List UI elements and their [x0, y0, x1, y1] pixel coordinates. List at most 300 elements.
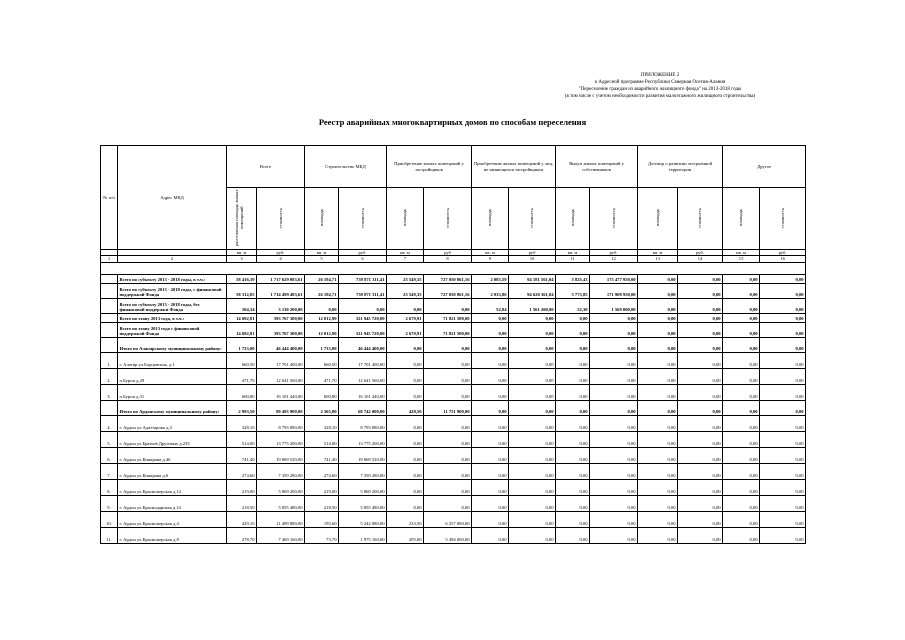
- cost-cell: 0,00: [760, 384, 806, 400]
- area-cell: 429,10: [227, 511, 257, 527]
- col-num-header: № п/п: [101, 146, 118, 250]
- area-cell: 2 993,50: [227, 400, 257, 415]
- cost-cell: 0,00: [424, 415, 472, 431]
- area-cell: 428,50: [387, 400, 424, 415]
- appendix-ref: к Адресной программе Республики Северная Осетия-Алания: [594, 80, 726, 85]
- cost-cell: 17 701 400,00: [339, 352, 387, 368]
- column-number-cell: 15: [723, 256, 760, 262]
- area-cell: 600,80: [227, 384, 257, 400]
- subheader-label: стоимость: [359, 207, 365, 229]
- subheader-label: площадь: [402, 209, 408, 227]
- cost-cell: 0,00: [760, 511, 806, 527]
- area-cell: 0,00: [387, 495, 424, 511]
- area-cell: 1 733,00: [305, 337, 339, 352]
- area-cell: 52,04: [472, 298, 509, 313]
- row-number: 6.: [101, 447, 118, 463]
- row-number: 7.: [101, 463, 118, 479]
- cost-cell: 0,00: [590, 479, 638, 495]
- area-cell: 2 085,59: [472, 274, 509, 283]
- area-cell: 12 012,90: [305, 313, 339, 322]
- area-cell: 26 194,71: [305, 283, 339, 298]
- subheader-label: расселяемая площадь жилых помещений: [233, 189, 244, 247]
- row-address: Всего по этапу 2013 года с финансовой поддержкой Фонда: [118, 322, 227, 337]
- area-cell: 0,00: [638, 274, 678, 283]
- area-cell: 514,00: [227, 431, 257, 447]
- area-cell: 0,00: [638, 415, 678, 431]
- area-cell: 58 312,05: [227, 283, 257, 298]
- row-number: [101, 313, 118, 322]
- cost-cell: 0,00: [760, 313, 806, 322]
- area-cell: 0,00: [638, 479, 678, 495]
- area-cell: 0,00: [638, 463, 678, 479]
- area-cell: 0,00: [556, 322, 590, 337]
- row-number: [101, 322, 118, 337]
- area-cell: 218,50: [227, 495, 257, 511]
- row-address: Всего по субъекту 2013 - 2018 годы, с финансовой поддержкой Фонда: [118, 283, 227, 298]
- column-number-cell: 10: [509, 256, 556, 262]
- area-cell: 0,00: [723, 463, 760, 479]
- cost-cell: 46 444 400,00: [257, 337, 305, 352]
- document-title: Реестр аварийных многоквартирных домов по способам переселения: [318, 117, 587, 127]
- area-cell: 0,00: [556, 479, 590, 495]
- cost-cell: 0,00: [590, 352, 638, 368]
- area-cell: 0,00: [638, 511, 678, 527]
- cost-cell: 0,00: [760, 447, 806, 463]
- row-address: п.Бурон д.29: [118, 368, 227, 384]
- unit-cell: руб: [424, 250, 472, 256]
- area-cell: 0,00: [556, 337, 590, 352]
- cost-cell: 1 975 160,00: [339, 527, 387, 543]
- area-cell: 218,50: [305, 495, 339, 511]
- cost-cell: 0,00: [678, 415, 723, 431]
- cost-cell: 0,00: [760, 495, 806, 511]
- area-cell: 2 679,91: [387, 313, 424, 322]
- cost-cell: 7 359 280,00: [339, 463, 387, 479]
- area-cell: 0,00: [723, 527, 760, 543]
- column-number-cell: 1: [101, 256, 118, 262]
- cost-cell: 0,00: [678, 283, 723, 298]
- table-row: [101, 283, 806, 298]
- area-cell: 471,70: [227, 368, 257, 384]
- cost-cell: 0,00: [509, 527, 556, 543]
- area-cell: 0,00: [556, 384, 590, 400]
- cost-cell: 0,00: [760, 527, 806, 543]
- row-number: [101, 298, 118, 313]
- area-cell: 219,00: [305, 479, 339, 495]
- row-address: г. Ардон ул.Краснодарская д.14: [118, 495, 227, 511]
- area-cell: 660,50: [305, 352, 339, 368]
- column-number-cell: 2: [118, 256, 227, 262]
- area-cell: 0,00: [472, 368, 509, 384]
- cost-cell: 0,00: [424, 479, 472, 495]
- area-cell: 274,60: [305, 463, 339, 479]
- area-cell: 0,00: [638, 447, 678, 463]
- cost-cell: 0,00: [760, 322, 806, 337]
- subheader-area: [305, 188, 339, 250]
- cost-cell: 12 641 560,00: [257, 368, 305, 384]
- cost-cell: 0,00: [678, 274, 723, 283]
- row-number: 5.: [101, 431, 118, 447]
- cost-cell: 0,00: [509, 337, 556, 352]
- cost-cell: 0,00: [424, 447, 472, 463]
- cost-cell: 0,00: [339, 298, 387, 313]
- subheader-cost: [678, 188, 723, 250]
- cost-cell: 11 751 900,00: [424, 400, 472, 415]
- cost-cell: 0,00: [590, 511, 638, 527]
- cost-cell: 739 871 311,41: [339, 283, 387, 298]
- column-number-cell: 6: [339, 256, 387, 262]
- unit-cell: руб.: [760, 250, 806, 256]
- column-number-cell: 12: [590, 256, 638, 262]
- row-address: г. Ардон ул.Комарова д.6: [118, 463, 227, 479]
- table-row: [101, 431, 806, 447]
- group-header-buyout: Выкуп жилых помещений у собственников: [556, 146, 638, 188]
- cost-cell: 0,00: [509, 447, 556, 463]
- unit-cell: руб.: [257, 250, 305, 256]
- cost-cell: 0,00: [678, 384, 723, 400]
- cost-cell: 68 742 000,00: [339, 400, 387, 415]
- cost-cell: 16 101 440,00: [257, 384, 305, 400]
- row-address: г. Ардон ул.Адаттарова д.3: [118, 415, 227, 431]
- subheader-label: площадь: [569, 209, 575, 227]
- document-header: [500, 72, 820, 100]
- column-number-cell: 4: [257, 256, 305, 262]
- program-note: (в том числе с учетом необходимости развития малоэтажного жилищного строительства): [564, 94, 756, 99]
- row-number: [101, 283, 118, 298]
- column-number-cell: 5: [305, 256, 339, 262]
- unit-cell: кв. м: [227, 250, 257, 256]
- group-header-other: Другое: [723, 146, 806, 188]
- subheader-total-area: [227, 188, 257, 250]
- cost-cell: 7 469 160,00: [257, 527, 305, 543]
- subheader-label: стоимость: [779, 207, 785, 229]
- cost-cell: 94 620 361,04: [509, 283, 556, 298]
- area-cell: 0,00: [638, 400, 678, 415]
- row-address: г. Ардон ул.Красноперская д.12: [118, 479, 227, 495]
- area-cell: 0,00: [638, 368, 678, 384]
- row-number: 1.: [101, 352, 118, 368]
- column-number-cell: 8: [424, 256, 472, 262]
- cost-cell: 0,00: [590, 384, 638, 400]
- subheader-cost: [760, 188, 806, 250]
- cost-cell: 0,00: [760, 337, 806, 352]
- cost-cell: 0,00: [509, 463, 556, 479]
- area-cell: 0,00: [723, 283, 760, 298]
- column-number-cell: 9: [472, 256, 509, 262]
- subheader-area: [387, 188, 424, 250]
- cost-cell: 1 714 499 483,61: [257, 283, 305, 298]
- row-number: [101, 337, 118, 352]
- cost-cell: 0,00: [678, 313, 723, 322]
- cost-cell: 1 561 200,00: [509, 298, 556, 313]
- area-cell: 0,00: [472, 384, 509, 400]
- cost-cell: 1 717 629 083,61: [257, 274, 305, 283]
- area-cell: 278,70: [227, 527, 257, 543]
- cost-cell: 321 945 720,00: [339, 322, 387, 337]
- area-cell: 0,00: [472, 352, 509, 368]
- group-header-construction: Строительство МКД: [305, 146, 387, 188]
- area-cell: 0,00: [472, 415, 509, 431]
- subheader-area: [723, 188, 760, 250]
- area-cell: 0,00: [723, 337, 760, 352]
- cost-cell: 5 855 480,00: [257, 495, 305, 511]
- row-number: 3.: [101, 384, 118, 400]
- area-cell: 0,00: [638, 352, 678, 368]
- subheader-label: площадь: [738, 209, 744, 227]
- row-number: 2.: [101, 368, 118, 384]
- cost-cell: 0,00: [590, 400, 638, 415]
- table-row: [101, 415, 806, 431]
- area-cell: 58 416,39: [227, 274, 257, 283]
- cost-cell: 0,00: [509, 415, 556, 431]
- subheader-cost: [590, 188, 638, 250]
- column-number-cell: 14: [678, 256, 723, 262]
- cost-cell: 393 767 300,00: [257, 313, 305, 322]
- spacer-cell: [101, 262, 806, 274]
- area-cell: 0,00: [472, 447, 509, 463]
- cost-cell: 94 181 561,04: [509, 274, 556, 283]
- area-cell: 741,40: [227, 447, 257, 463]
- area-cell: 0,00: [638, 337, 678, 352]
- cost-cell: 8 793 080,00: [339, 415, 387, 431]
- program-name: "Переселение граждан из аварийного жилищного фонда" на 2013-2018 годы: [578, 87, 742, 92]
- group-header-developer-purchase: Приобретение жилых помещений у застройщиков: [387, 146, 472, 188]
- area-cell: 0,00: [472, 431, 509, 447]
- row-address: Итого по Ардонскому муниципальному району:: [118, 400, 227, 415]
- cost-cell: 0,00: [509, 322, 556, 337]
- area-cell: 2 679,91: [387, 322, 424, 337]
- column-number-cell: 13: [638, 256, 678, 262]
- row-address: Итого по Алагирскому муниципальному району:: [118, 337, 227, 352]
- row-address: г. Ардон ул.Красноперская д.8: [118, 527, 227, 543]
- area-cell: 0,00: [387, 337, 424, 352]
- area-cell: 0,00: [472, 511, 509, 527]
- cost-cell: 0,00: [760, 352, 806, 368]
- cost-cell: 0,00: [509, 352, 556, 368]
- column-number-cell: 11: [556, 256, 590, 262]
- cost-cell: 0,00: [590, 463, 638, 479]
- area-cell: 0,00: [723, 511, 760, 527]
- row-address: г. Ардон ул.Комарова д.46: [118, 447, 227, 463]
- area-cell: 328,10: [305, 415, 339, 431]
- subheader-cost: [339, 188, 387, 250]
- area-cell: 0,00: [638, 495, 678, 511]
- cost-cell: 0,00: [760, 283, 806, 298]
- subheader-cost: [424, 188, 472, 250]
- row-address: Всего по субъекту 2013 - 2018 годы, в т.ч.:: [118, 274, 227, 283]
- row-address: Всего по субъекту 2013 - 2018 годы, без финансовой поддержки Фонда: [118, 298, 227, 313]
- area-cell: 0,00: [387, 298, 424, 313]
- cost-cell: 0,00: [590, 415, 638, 431]
- unit-cell: кв. м: [638, 250, 678, 256]
- cost-cell: 0,00: [590, 368, 638, 384]
- cost-cell: 7 359 280,00: [257, 463, 305, 479]
- cost-cell: 0,00: [678, 511, 723, 527]
- area-cell: 0,00: [472, 463, 509, 479]
- area-cell: 741,40: [305, 447, 339, 463]
- cost-cell: 393 767 300,00: [257, 322, 305, 337]
- area-cell: 5 773,85: [556, 283, 590, 298]
- area-cell: 0,00: [387, 352, 424, 368]
- area-cell: 0,00: [387, 384, 424, 400]
- cost-cell: 0,00: [678, 495, 723, 511]
- cost-cell: 12 641 560,00: [339, 368, 387, 384]
- area-cell: 0,00: [556, 511, 590, 527]
- unit-cell: кв. м: [472, 250, 509, 256]
- cost-cell: 321 945 720,00: [339, 313, 387, 322]
- cost-cell: 0,00: [590, 527, 638, 543]
- area-cell: 0,00: [556, 368, 590, 384]
- cost-cell: 11 499 880,00: [257, 511, 305, 527]
- cost-cell: 0,00: [424, 495, 472, 511]
- table-row: [101, 527, 806, 543]
- subheader-label: площадь: [487, 209, 493, 227]
- cost-cell: 0,00: [760, 415, 806, 431]
- area-cell: 0,00: [387, 447, 424, 463]
- area-cell: 0,00: [556, 527, 590, 543]
- cost-cell: 171 908 950,00: [590, 283, 638, 298]
- cost-cell: 0,00: [509, 495, 556, 511]
- area-cell: 0,00: [556, 352, 590, 368]
- area-cell: 0,00: [638, 527, 678, 543]
- row-address: г. Алагир ул.Борцовская, д.1: [118, 352, 227, 368]
- area-cell: 0,00: [723, 313, 760, 322]
- row-address: Всего по этапу 2013 года, в т.ч.:: [118, 313, 227, 322]
- cost-cell: 0,00: [424, 352, 472, 368]
- row-address: г. Ардон ул.Братьев Друговых д.235: [118, 431, 227, 447]
- cost-cell: 0,00: [424, 368, 472, 384]
- cost-cell: 0,00: [760, 400, 806, 415]
- row-number: 8.: [101, 479, 118, 495]
- cost-cell: 5 869 200,00: [257, 479, 305, 495]
- cost-cell: 19 869 520,00: [257, 447, 305, 463]
- cost-cell: 0,00: [678, 298, 723, 313]
- cost-cell: 0,00: [509, 479, 556, 495]
- cost-cell: 0,00: [424, 298, 472, 313]
- cost-cell: 5 494 000,00: [424, 527, 472, 543]
- registry-body: [101, 274, 806, 543]
- area-cell: 25 549,35: [387, 283, 424, 298]
- area-cell: 0,00: [472, 479, 509, 495]
- group-header-territory: Договор о развитии застроенной территории: [638, 146, 723, 188]
- unit-cell: руб.: [590, 250, 638, 256]
- cost-cell: 727 050 861,16: [424, 283, 472, 298]
- table-row: [101, 511, 806, 527]
- unit-cell: руб: [509, 250, 556, 256]
- area-cell: 73,70: [305, 527, 339, 543]
- area-cell: 14 692,81: [227, 313, 257, 322]
- area-cell: 0,00: [723, 298, 760, 313]
- subheader-area: [472, 188, 509, 250]
- cost-cell: 6 257 800,00: [424, 511, 472, 527]
- group-header-total: Всего: [227, 146, 305, 188]
- column-number-cell: 16: [760, 256, 806, 262]
- area-cell: 0,00: [387, 479, 424, 495]
- area-cell: 0,00: [723, 322, 760, 337]
- subheader-area: [556, 188, 590, 250]
- cost-cell: 0,00: [509, 368, 556, 384]
- unit-cell: кв. м: [387, 250, 424, 256]
- area-cell: 0,00: [556, 415, 590, 431]
- area-cell: 0,00: [723, 384, 760, 400]
- table-row: [101, 313, 806, 322]
- area-cell: 0,00: [472, 527, 509, 543]
- area-cell: 471,70: [305, 368, 339, 384]
- cost-cell: 0,00: [760, 274, 806, 283]
- area-cell: 0,00: [723, 479, 760, 495]
- cost-cell: 13 775 200,00: [339, 431, 387, 447]
- table-row: [101, 463, 806, 479]
- unit-cell: руб.: [339, 250, 387, 256]
- table-row: [101, 352, 806, 368]
- cost-cell: 0,00: [509, 400, 556, 415]
- cost-cell: 0,00: [678, 527, 723, 543]
- area-cell: 0,00: [638, 322, 678, 337]
- cost-cell: 727 050 861,16: [424, 274, 472, 283]
- cost-cell: 5 855 480,00: [339, 495, 387, 511]
- cost-cell: 5 869 200,00: [339, 479, 387, 495]
- row-number: [101, 274, 118, 283]
- cost-cell: 80 493 900,00: [257, 400, 305, 415]
- cost-cell: 0,00: [678, 463, 723, 479]
- cost-cell: 0,00: [509, 431, 556, 447]
- area-cell: 0,00: [472, 400, 509, 415]
- area-cell: 219,00: [227, 479, 257, 495]
- row-address: г. Ардон ул.Красноперская д.4: [118, 511, 227, 527]
- cost-cell: 0,00: [509, 384, 556, 400]
- area-cell: 0,00: [723, 274, 760, 283]
- cost-cell: 0,00: [760, 368, 806, 384]
- subheader-label: стоимость: [277, 207, 283, 229]
- area-cell: 660,50: [227, 352, 257, 368]
- cost-cell: 0,00: [590, 495, 638, 511]
- subheader-area: [638, 188, 678, 250]
- area-cell: 0,00: [723, 400, 760, 415]
- area-cell: 0,00: [472, 313, 509, 322]
- cost-cell: 8 793 080,00: [257, 415, 305, 431]
- cost-cell: 0,00: [424, 463, 472, 479]
- cost-cell: 16 101 440,00: [339, 384, 387, 400]
- unit-cell: руб.: [678, 250, 723, 256]
- cost-cell: 0,00: [590, 431, 638, 447]
- subheader-label: стоимость: [610, 207, 616, 229]
- cost-cell: 71 821 580,00: [424, 322, 472, 337]
- area-cell: 0,00: [638, 298, 678, 313]
- table-row: [101, 400, 806, 415]
- cost-cell: 0,00: [760, 298, 806, 313]
- spacer-row: [101, 262, 806, 274]
- table-row: [101, 274, 806, 283]
- area-cell: 0,00: [723, 431, 760, 447]
- cost-cell: 0,00: [424, 384, 472, 400]
- cost-cell: 1 569 000,00: [590, 298, 638, 313]
- area-cell: 0,00: [556, 400, 590, 415]
- area-cell: 514,00: [305, 431, 339, 447]
- cost-cell: 0,00: [590, 322, 638, 337]
- cost-cell: 0,00: [678, 431, 723, 447]
- area-cell: 0,00: [638, 283, 678, 298]
- subheader-label: стоимость: [529, 207, 535, 229]
- area-cell: 0,00: [387, 415, 424, 431]
- area-cell: 0,00: [556, 463, 590, 479]
- row-number: 9.: [101, 495, 118, 511]
- cost-cell: 0,00: [509, 313, 556, 322]
- subheader-cost: [509, 188, 556, 250]
- cost-cell: 0,00: [509, 511, 556, 527]
- area-cell: 233,50: [387, 511, 424, 527]
- cost-cell: 3 130 200,00: [257, 298, 305, 313]
- subheader-label: площадь: [654, 209, 660, 227]
